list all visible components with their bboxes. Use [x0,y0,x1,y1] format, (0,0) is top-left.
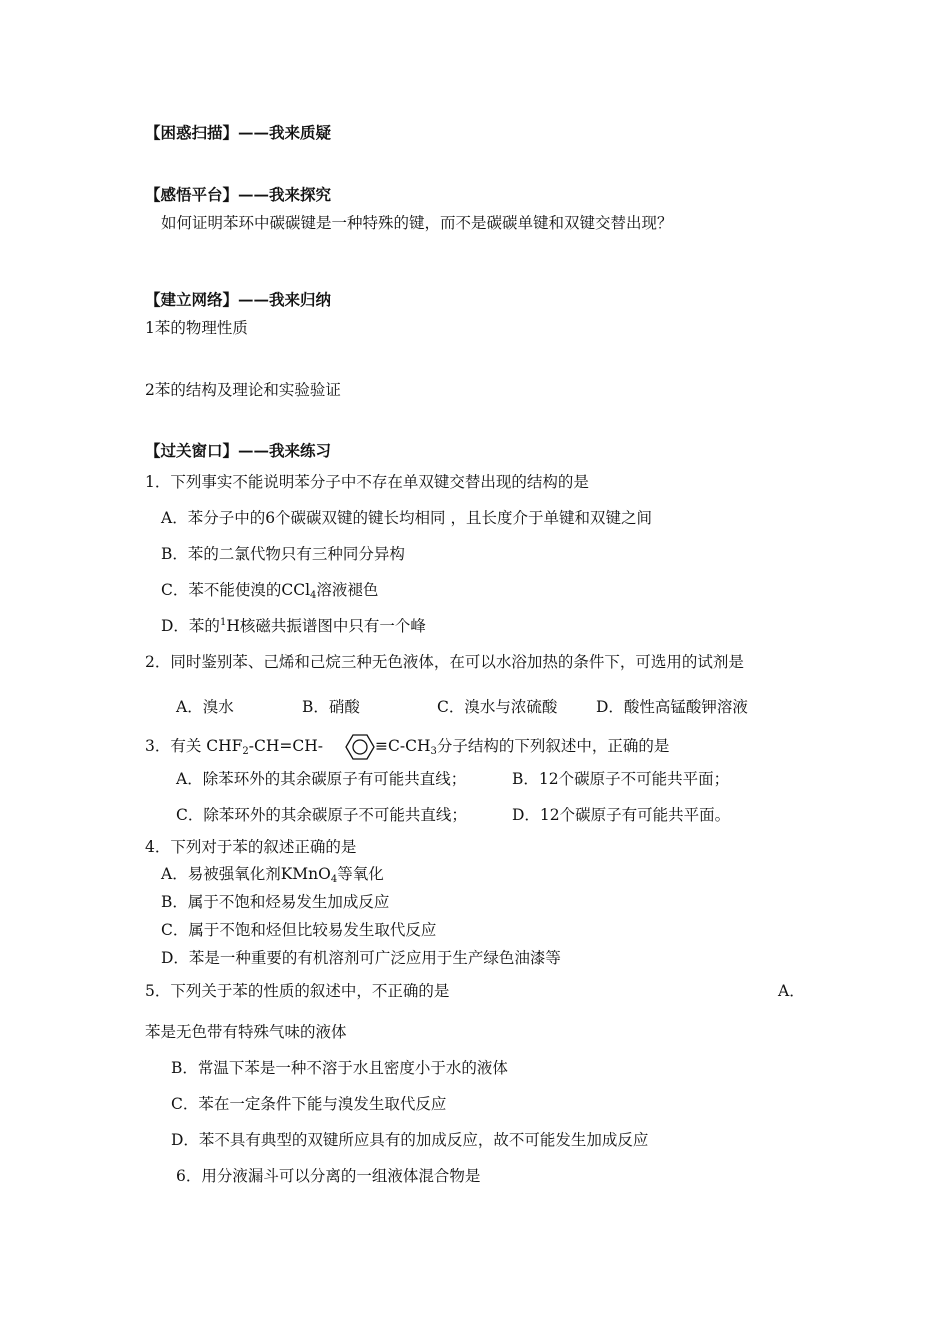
question-2-stem: 2．同时鉴别苯、己烯和己烷三种无色液体，在可以水浴加热的条件下，可选用的试剂是 [145,653,744,671]
question-2-option-a: A．溴水 [176,698,234,716]
question-4-option-d: D．苯是一种重要的有机溶剂可广泛应用于生产绿色油漆等 [161,949,561,967]
section-heading-insight: 【感悟平台】——我来探究 [145,185,332,204]
question-1-option-a: A．苯分子中的6个碳碳双键的键长均相同 ，且长度介于单键和双键之间 [161,509,652,527]
question-5-option-a-label: A． [778,982,805,1000]
question-5-stem: 5．下列关于苯的性质的叙述中，不正确的是 [145,982,450,1000]
section-heading-network: 【建立网络】——我来归纳 [145,290,332,309]
question-4-option-c: C．属于不饱和烃但比较易发生取代反应 [161,921,437,939]
question-5-option-b: B．常温下苯是一种不溶于水且密度小于水的液体 [171,1059,508,1077]
benzene-ring-icon [345,733,375,761]
question-4-option-a: A．易被强氧化剂KMnO$_4$等氧化 [161,865,384,885]
question-5-option-d: D．苯不具有典型的双键所应具有的加成反应，故不可能发生加成反应 [171,1131,649,1149]
question-3-option-b: B．12个碳原子不可能共平面； [512,770,730,788]
question-2-option-b: B．硝酸 [302,698,360,716]
network-item-1: 1苯的物理性质 [145,319,248,337]
insight-question: 如何证明苯环中碳碳键是一种特殊的键，而不是碳碳单键和双键交替出现？ [161,214,673,232]
question-1-option-c: C．苯不能使溴的CCl$_4$溶液褪色 [161,581,379,601]
question-3-option-c: C．除苯环外的其余碳原子不可能共直线； [176,806,467,824]
question-1-option-d: D．苯的$^1$H核磁共振谱图中只有一个峰 [161,617,426,635]
question-5-option-c: C．苯在一定条件下能与溴发生取代反应 [171,1095,447,1113]
section-heading-practice: 【过关窗口】——我来练习 [145,441,332,460]
section-heading-confusion: 【困惑扫描】——我来质疑 [145,123,332,142]
question-1-option-b: B．苯的二氯代物只有三种同分异构 [161,545,405,563]
question-4-option-b: B．属于不饱和烃易发生加成反应 [161,893,390,911]
network-item-2: 2苯的结构及理论和实验验证 [145,381,341,399]
question-3-stem: 3．有关 $CHF_2-CH=CH- \equiv C-CH_3$分子结构的下列叙述中，正确的是 [145,733,669,761]
question-3-option-d: D．12个碳原子有可能共平面。 [512,806,731,824]
question-4-stem: 4．下列对于苯的叙述正确的是 [145,838,357,856]
question-2-option-c: C．溴水与浓硫酸 [437,698,558,716]
question-1-stem: 1．下列事实不能说明苯分子中不存在单双键交替出现的结构的是 [145,473,589,491]
question-5-option-a: 苯是无色带有特殊气味的液体 [145,1023,347,1041]
question-2-option-d: D．酸性高锰酸钾溶液 [596,698,748,716]
question-6-stem: 6．用分液漏斗可以分离的一组液体混合物是 [176,1167,481,1185]
question-3-option-a: A．除苯环外的其余碳原子有可能共直线； [176,770,467,788]
